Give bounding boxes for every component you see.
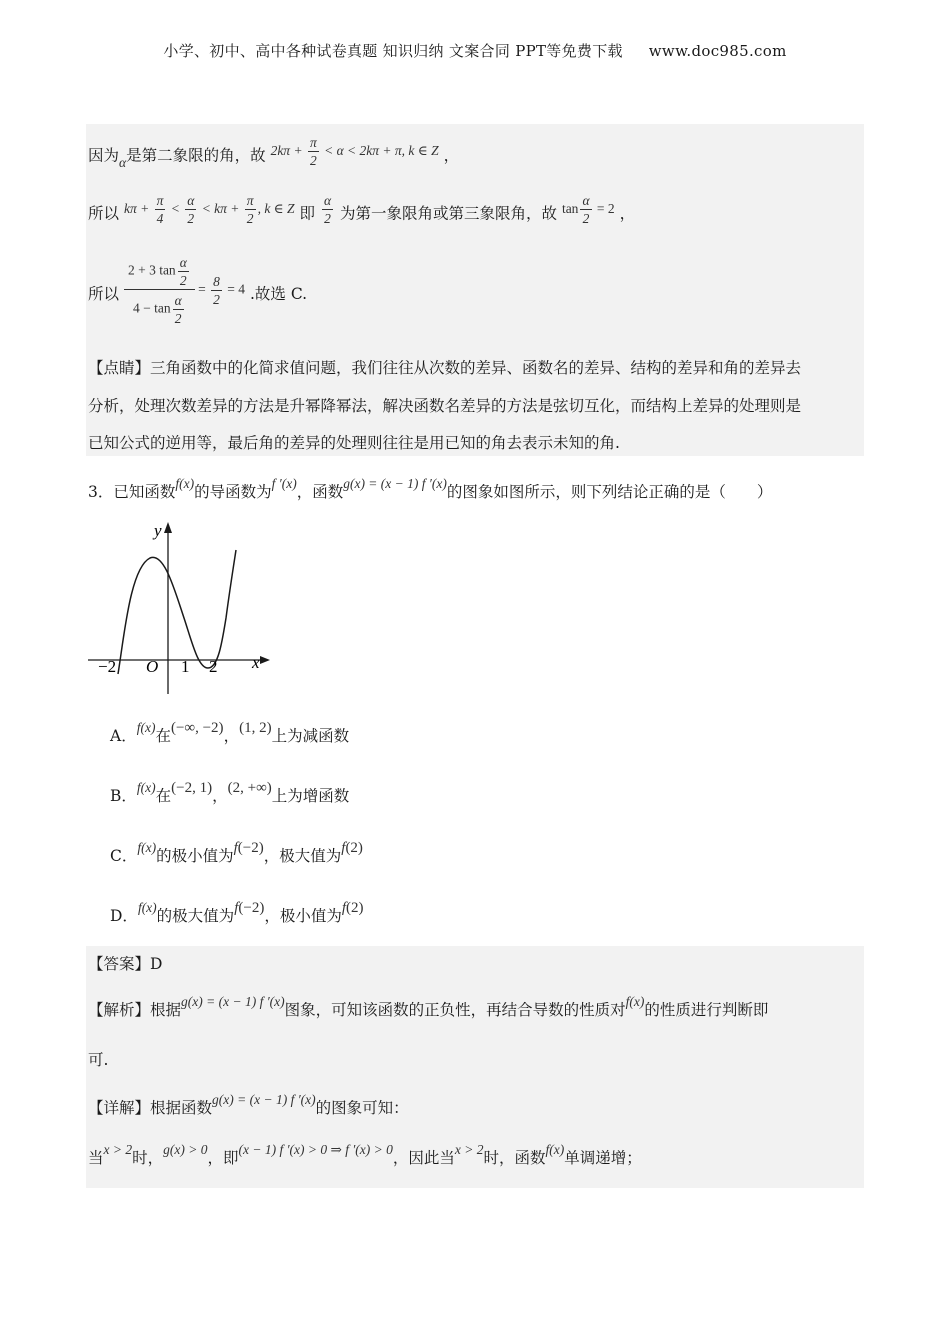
header-site-link[interactable]: www.doc985.com xyxy=(648,42,787,60)
solution-line-3: 所以 2 + 3 tan $\frac{\alpha}{2}$ 4 − tan $\frac{\alpha}{2}$ = $\frac{8}{2}$ = 4 .故选 C. xyxy=(88,255,308,326)
note-line-1: 【点睛】三角函数中的化简求值问题，我们往往从次数的差异、函数名的差异、结构的差异和角的差异去 xyxy=(88,359,802,377)
header-text: 小学、初中、高中各种试卷真题 知识归纳 文案合同 PPT等免费下载 xyxy=(163,42,623,60)
y-axis-arrow xyxy=(164,522,172,533)
curve-g xyxy=(118,550,236,674)
option-c[interactable]: C．f(x)的极小值为f(−2)，极大值为f(2) xyxy=(110,840,363,865)
question-stem: 3．已知函数f(x)的导函数为f ′(x)，函数g(x) = (x − 1) f ′(x)的图象如图所示，则下列结论正确的是（ ） xyxy=(88,476,773,501)
answer-block xyxy=(86,946,864,1188)
label-origin: O xyxy=(146,657,159,676)
analysis-line-1: 【解析】根据g(x) = (x − 1) f ′(x)图象，可知该函数的正负性，再结合导数的性质对f(x)的性质进行判断即 xyxy=(88,994,769,1019)
solution-block xyxy=(86,124,864,456)
option-b[interactable]: B．f(x)在(−2, 1)，(2, +∞)上为增函数 xyxy=(110,780,350,805)
label-x: x xyxy=(252,653,260,672)
option-a[interactable]: A．f(x)在(−∞, −2)，(1, 2)上为减函数 xyxy=(110,720,350,745)
detail-line-2: 当x > 2时，g(x) > 0，即(x − 1) f ′(x) > 0 ⇒ f ′(x) > 0，因此当x > 2时，函数f(x)单调递增； xyxy=(88,1142,642,1167)
solution-line-2: 所以 kπ + $\frac{\pi}{4}$ < $\frac{\alpha}{2}$ < kπ + $\frac{\pi}{2}$ , k ∈ Z 即 $\frac{\alpha}{2}$ 为第一象限角或第三象限角，故 tan $\frac{\alpha}{2}$ = 2 ， xyxy=(88,193,636,226)
option-d[interactable]: D．f(x)的极大值为f(−2)，极小值为f(2) xyxy=(110,900,364,925)
x-axis-arrow xyxy=(260,656,270,664)
note-line-3: 已知公式的逆用等，最后角的差异的处理则往往是用已知的角去表示未知的角. xyxy=(88,434,620,452)
analysis-line-2: 可. xyxy=(88,1051,109,1069)
tick-label-1: 1 xyxy=(181,657,190,676)
label-y: y xyxy=(154,521,162,540)
note-line-2: 分析，处理次数差异的方法是升幂降幂法，解决函数名差异的方法是弦切互化，而结构上差异的处理则是 xyxy=(88,397,802,415)
function-graph xyxy=(84,518,274,698)
answer-line: 【答案】D xyxy=(88,955,163,973)
page-header xyxy=(0,40,950,61)
tick-label-2: 2 xyxy=(209,657,218,676)
tick-label-neg2: −2 xyxy=(98,657,117,676)
detail-line: 【详解】根据函数g(x) = (x − 1) f ′(x)的图象可知： xyxy=(88,1092,409,1117)
solution-line-1: 因为α是第二象限的角，故 2kπ + $\frac{\pi}{2}$ < α < 2kπ + π, k ∈ Z ， xyxy=(88,135,460,170)
